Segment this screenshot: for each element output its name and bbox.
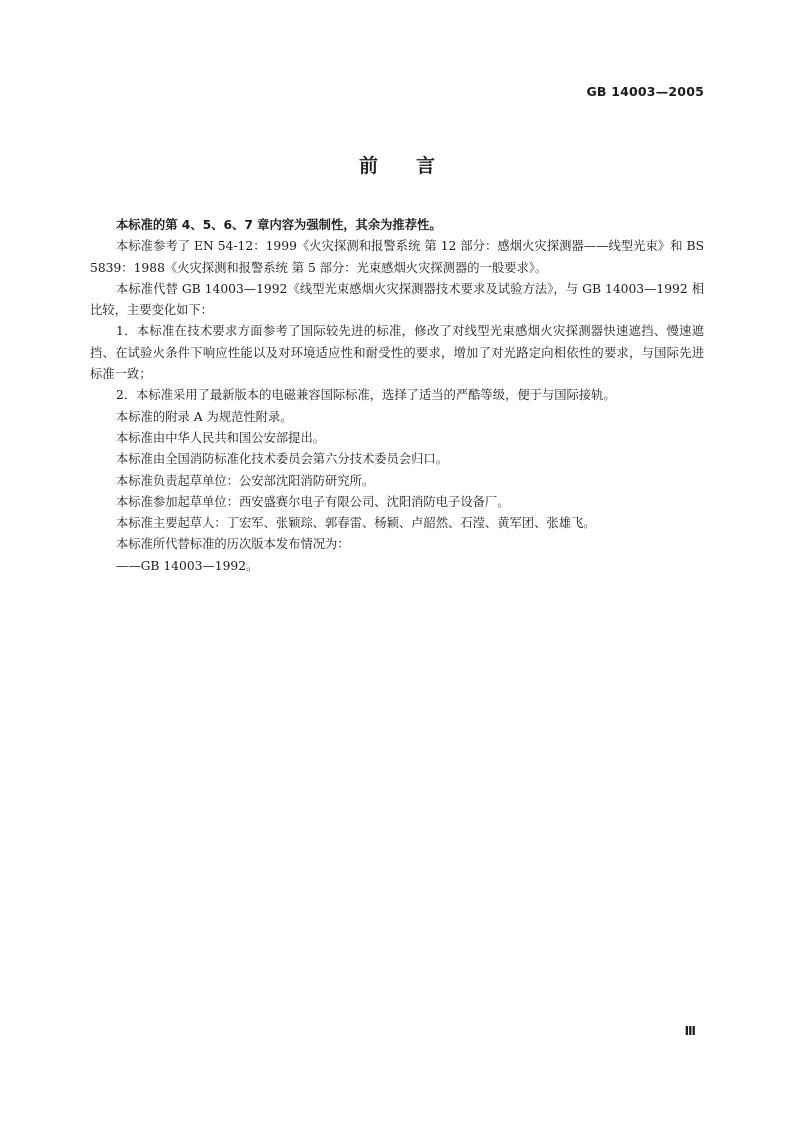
paragraph-replaces: 本标准代替 GB 14003—1992《线型光束感烟火灾探测器技术要求及试验方法》，与 GB 14003—1992 相比较，主要变化如下： [90, 281, 704, 318]
standard-code: GB 14003—2005 [586, 84, 704, 99]
paragraph-history-item: ——GB 14003—1992。 [116, 558, 259, 573]
paragraph-participating-units: 本标准参加起草单位：西安盛赛尔电子有限公司、沈阳消防电子设备厂。 [116, 494, 510, 509]
paragraph-drafters: 本标准主要起草人：丁宏军、张颖琮、郭春雷、杨颖、卢韶然、石滢、黄军团、张雄飞。 [116, 516, 596, 531]
paragraph-drafting-unit: 本标准负责起草单位：公安部沈阳消防研究所。 [116, 473, 375, 488]
paragraph-annex: 本标准的附录 A 为规范性附录。 [116, 409, 293, 424]
preface-body [90, 215, 704, 577]
paragraph-proposed-by: 本标准由中华人民共和国公安部提出。 [116, 430, 326, 445]
paragraph-change-1: 1．本标准在技术要求方面参考了国际较先进的标准，修改了对线型光束感烟火灾探测器快速遮挡、慢速遮挡、在试验火条件下响应性能以及对环境适应性和耐受性的要求，增加了对光路定向相依性的要求，与国际先进标准一致； [90, 324, 704, 382]
paragraph-history-intro: 本标准所代替标准的历次版本发布情况为： [116, 537, 350, 552]
paragraph-mandatory-scope: 本标准的第 4、5、6、7 章内容为强制性，其余为推荐性。 [116, 218, 442, 232]
page-title: 前言 [358, 155, 473, 177]
paragraph-under-jurisdiction: 本标准由全国消防标准化技术委员会第六分技术委员会归口。 [116, 452, 449, 467]
paragraph-change-2: 2．本标准采用了最新版本的电磁兼容国际标准，选择了适当的严酷等级，便于与国际接轨。 [116, 388, 616, 403]
page-number: Ⅲ [684, 1024, 696, 1038]
paragraph-references: 本标准参考了 EN 54-12：1999《火灾探测和报警系统 第 12 部分：感烟火灾探测器——线型光束》和 BS 5839：1988《火灾探测和报警系统 第 5 部分：光束感烟火灾探测器的一般要求》。 [90, 239, 704, 275]
